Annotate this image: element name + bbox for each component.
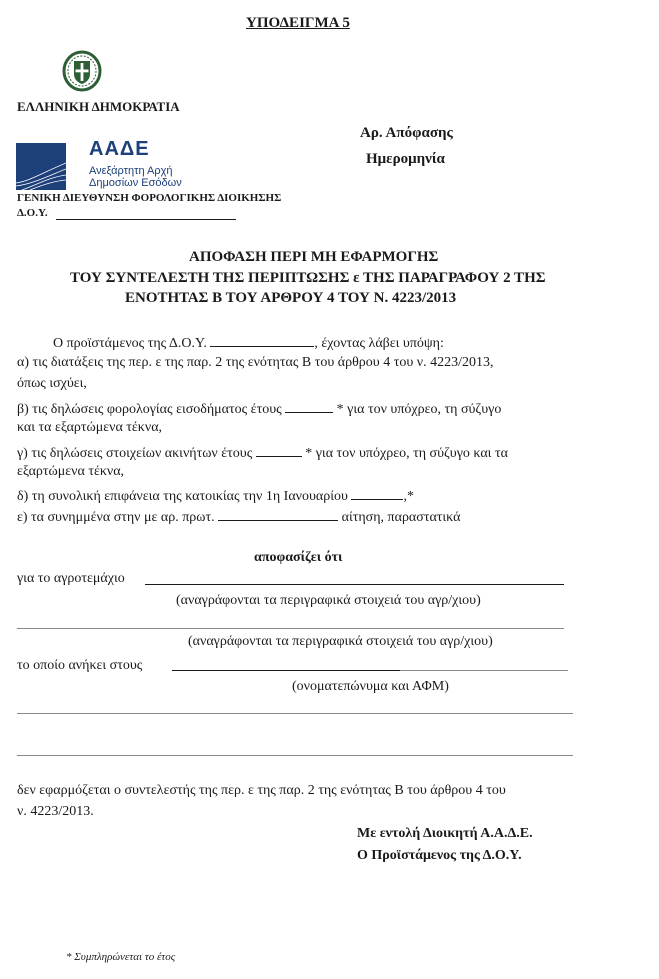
clause-b-text-end: * για τον υπόχρεο, τη σύζυγο bbox=[336, 402, 502, 417]
intro-line bbox=[53, 333, 444, 352]
january-year-blank bbox=[351, 486, 403, 500]
signature-line-2: Ο Προϊστάμενος της Δ.Ο.Υ. bbox=[357, 848, 522, 863]
conclusion-line-1: δεν εφαρμόζεται ο συντελεστής της περ. ε της παρ. 2 της ενότητας Β του άρθρου 4 του bbox=[17, 783, 506, 798]
owners-note: (ονοματεπώνυμα και ΑΦΜ) bbox=[292, 679, 449, 694]
doy-name-blank bbox=[210, 333, 314, 347]
footnote: * Συμπληρώνεται το έτος bbox=[66, 951, 176, 963]
clause-g-text: γ) τις δηλώσεις στοιχείων ακινήτων έτους bbox=[17, 446, 253, 461]
decision-title-line-3: ΕΝΟΤΗΤΑΣ Β ΤΟΥ ΑΡΘΡΟΥ 4 ΤΟΥ Ν. 4223/2013 bbox=[125, 290, 457, 306]
extra-owners-line-2 bbox=[17, 755, 573, 756]
form-title: ΥΠΟΔΕΙΓΜΑ 5 bbox=[246, 15, 350, 31]
intro-text-end: , έχοντας λάβει υπόψη: bbox=[314, 336, 444, 351]
clause-d-text: δ) τη συνολική επιφάνεια της κατοικίας την 1η Ιανουαρίου bbox=[17, 489, 348, 504]
intro-text: Ο προϊστάμενος της Δ.Ο.Υ. bbox=[53, 336, 207, 351]
income-year-blank bbox=[285, 399, 333, 413]
clause-a-line-2: όπως ισχύει, bbox=[17, 376, 87, 391]
decision-number-label: Αρ. Απόφασης bbox=[360, 125, 453, 141]
aade-name: ΑΑΔΕ bbox=[89, 138, 150, 160]
aade-subtitle-1: Ανεξάρτητη Αρχή bbox=[89, 165, 173, 177]
parcel-description-note-1: (αναγράφονται τα περιγραφικά στοιχειά του αγρ/χιου) bbox=[176, 593, 481, 608]
doy-label: Δ.Ο.Υ. bbox=[17, 207, 48, 219]
belongs-label: το οποίο ανήκει στους bbox=[17, 658, 143, 673]
decides-heading: αποφασίζει ότι bbox=[254, 550, 343, 565]
parcel-label: για το αγροτεμάχιο bbox=[17, 571, 125, 586]
protocol-number-blank bbox=[218, 507, 338, 521]
doy-blank-line bbox=[56, 219, 236, 220]
clause-b-text: β) τις δηλώσεις φορολογίας εισοδήματος έτους bbox=[17, 402, 282, 417]
parcel-blank-line bbox=[145, 584, 564, 585]
parcel-description-note-2: (αναγράφονται τα περιγραφικά στοιχειά του αγρ/χιου) bbox=[188, 634, 493, 649]
extra-owners-line-1 bbox=[17, 713, 573, 714]
republic-label: ΕΛΛΗΝΙΚΗ ΔΗΜΟΚΡΑΤΙΑ bbox=[17, 99, 180, 114]
decision-title-line-1: ΑΠΟΦΑΣΗ ΠΕΡΙ ΜΗ ΕΦΑΡΜΟΓΗΣ bbox=[189, 249, 439, 265]
aade-subtitle-2: Δημοσίων Εσόδων bbox=[89, 177, 182, 189]
date-label: Ημερομηνία bbox=[366, 151, 445, 167]
conclusion-line-2: ν. 4223/2013. bbox=[17, 804, 94, 819]
general-directorate-label: ΓΕΝΙΚΗ ΔΙΕΥΘΥΝΣΗ ΦΟΡΟΛΟΓΙΚΗΣ ΔΙΟΙΚΗΣΗΣ bbox=[17, 192, 282, 204]
clause-b-line-1 bbox=[17, 399, 501, 418]
clause-g-line-2: εξαρτώμενα τέκνα, bbox=[17, 464, 125, 479]
clause-e-text: ε) τα συνημμένα στην με αρ. πρωτ. bbox=[17, 510, 215, 525]
clause-e-line bbox=[17, 507, 460, 526]
clause-e-text-end: αίτηση, παραστατικά bbox=[341, 510, 461, 525]
decision-title-line-2: ΤΟΥ ΣΥΝΤΕΛΕΣΤΗ ΤΗΣ ΠΕΡΙΠΤΩΣΗΣ ε ΤΗΣ ΠΑΡΑΓΡΑΦΟΥ 2 ΤΗΣ bbox=[70, 270, 546, 286]
owners-blank-line bbox=[172, 670, 400, 671]
signature-line-1: Με εντολή Διοικητή Α.Α.Δ.Ε. bbox=[357, 826, 533, 841]
property-year-blank bbox=[256, 443, 302, 457]
clause-g-line-1 bbox=[17, 443, 508, 462]
clause-d-text-end: ,* bbox=[403, 489, 414, 504]
greek-coat-of-arms-emblem bbox=[62, 50, 102, 97]
parcel-description-line bbox=[17, 628, 564, 629]
aade-logo-mark bbox=[16, 143, 66, 195]
clause-b-line-2: και τα εξαρτώμενα τέκνα, bbox=[17, 420, 163, 435]
clause-d-line bbox=[17, 486, 414, 505]
clause-a-line-1: α) τις διατάξεις της περ. ε της παρ. 2 της ενότητας Β του άρθρου 4 του ν. 4223/2013, bbox=[17, 355, 494, 370]
owners-blank-line-ext bbox=[400, 670, 568, 671]
clause-g-text-end: * για τον υπόχρεο, τη σύζυγο και τα bbox=[305, 446, 508, 461]
